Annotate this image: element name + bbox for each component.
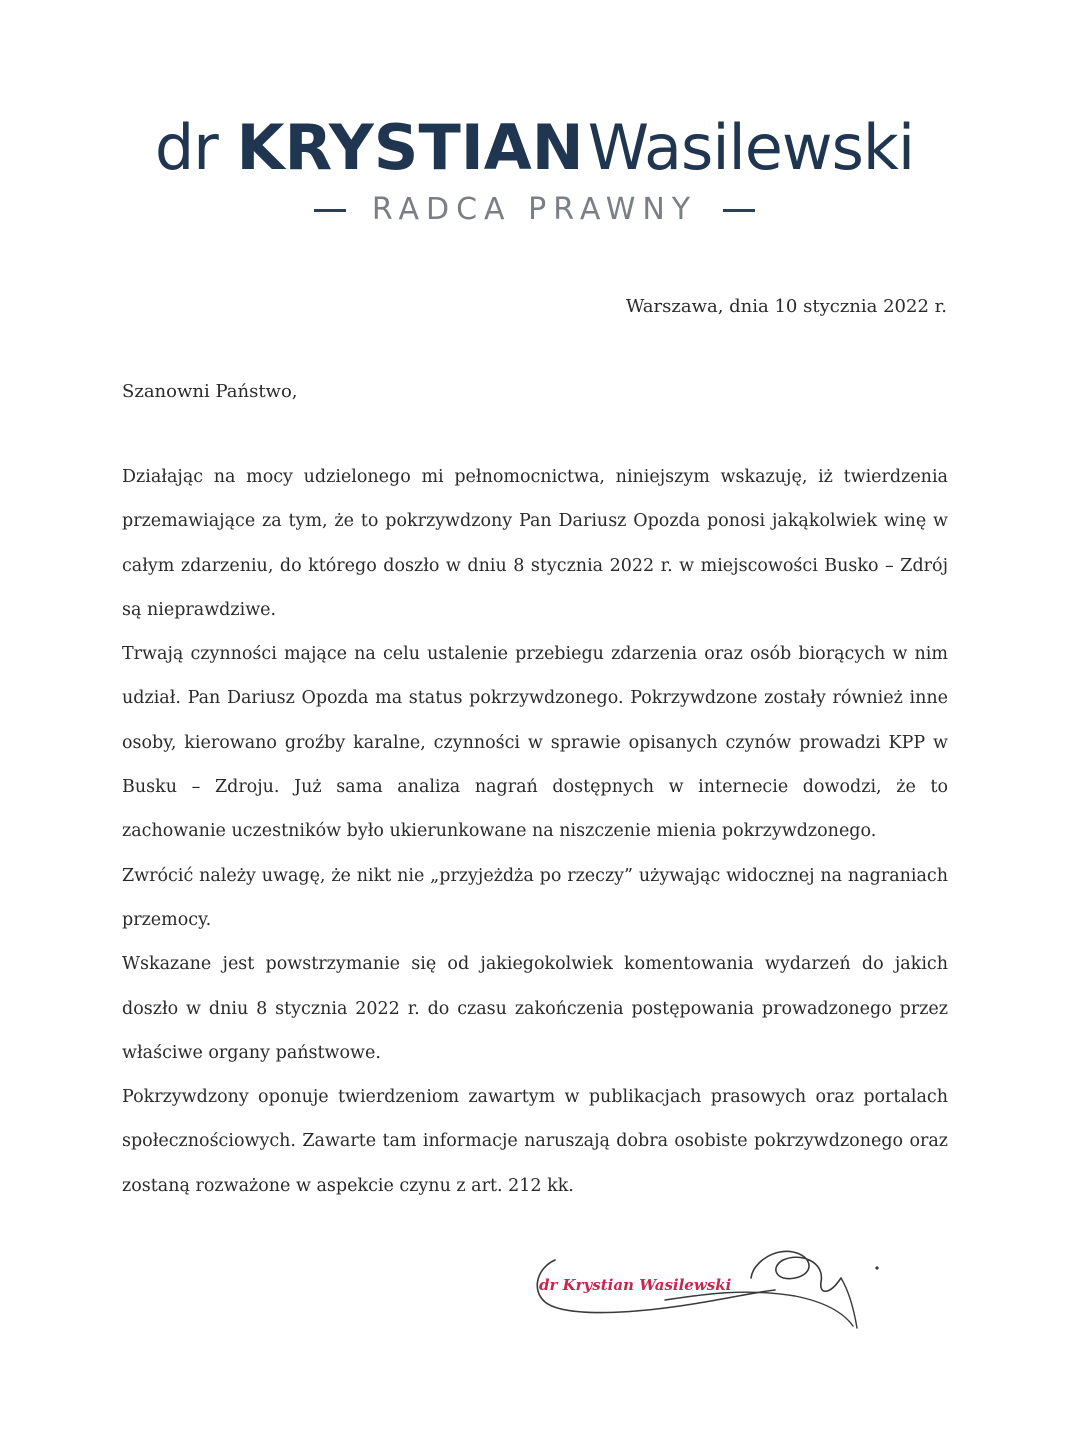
signature-block: [525, 1238, 885, 1333]
logo-title-prefix: dr: [154, 111, 218, 184]
logo-first-name: KRYSTIAN: [236, 111, 584, 184]
paragraph: Trwają czynności mające na celu ustalenie przebiegu zdarzenia oraz osób biorących w nim udział. Pan Dariusz Opozda ma status pokrzywdzonego. Pokrzywdzone zostały również inne osoby, kierowano groźby karalne, czynności w sprawie opisanych czynów prowadzi KPP w Busku – Zdroju. Już sama analiza nagrań dostępnych w internecie dowodzi, że to zachowanie uczestników było ukierunkowane na niszczenie mienia pokrzywdzonego.: [122, 644, 948, 842]
signature-stamp: dr Krystian Wasilewski: [539, 1276, 732, 1294]
paragraph: Zwrócić należy uwagę, że nikt nie „przyjeżdża po rzeczy” używając widocznej na nagraniach przemocy.: [122, 865, 948, 930]
greeting: Szanowni Państwo,: [122, 381, 298, 402]
logo-name: [0, 108, 1069, 188]
letterhead-logo: [0, 108, 1069, 230]
date-line: Warszawa, dnia 10 stycznia 2022 r.: [625, 296, 947, 317]
paragraph: Pokrzywdzony oponuje twierdzeniom zawartym w publikacjach prasowych oraz portalach społecznościowych. Zawarte tam informacje naruszają dobra osobiste pokrzywdzonego oraz zostaną rozważone w aspekcie czynu z art. 212 kk.: [122, 1087, 948, 1196]
logo-dash-left: [314, 209, 346, 212]
letter-body: [122, 455, 948, 1208]
logo-subtitle: [0, 190, 1069, 230]
logo-subtitle-text: RADCA PRAWNY: [371, 192, 698, 227]
logo-dash-right: [723, 209, 755, 212]
paragraph: Wskazane jest powstrzymanie się od jakiegokolwiek komentowania wydarzeń do jakich doszło w dniu 8 stycznia 2022 r. do czasu zakończenia postępowania prowadzonego przez właściwe organy państwowe.: [122, 954, 948, 1063]
logo-last-name: Wasilewski: [587, 111, 915, 184]
paragraph: Działając na mocy udzielonego mi pełnomocnictwa, niniejszym wskazuję, iż twierdzenia przemawiające za tym, że to pokrzywdzony Pan Dariusz Opozda ponosi jakąkolwiek winę w całym zdarzeniu, do którego doszło w dniu 8 stycznia 2022 r. w miejscowości Busko – Zdrój są nieprawdziwe.: [122, 467, 948, 620]
